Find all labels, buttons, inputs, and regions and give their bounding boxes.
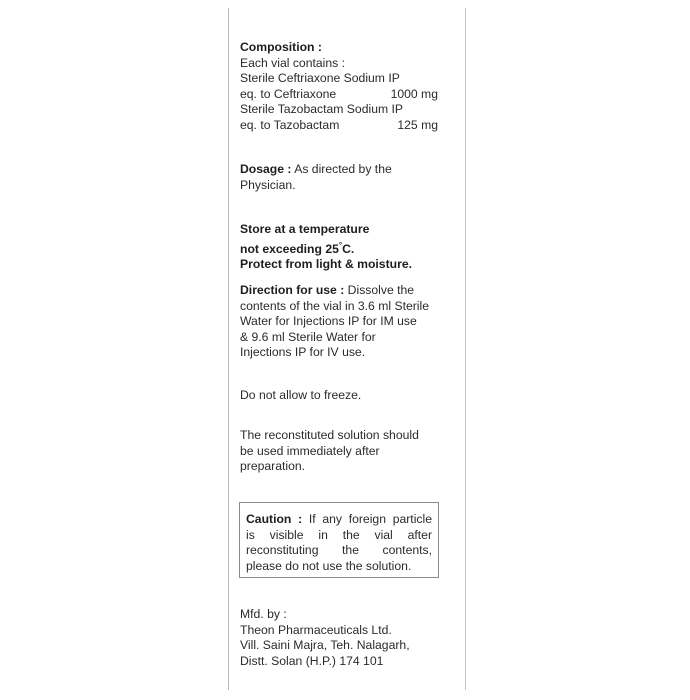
manufacturer-address: Distt. Solan (H.P.) 174 101: [240, 653, 384, 668]
direction-text: Injections IP for IV use.: [240, 345, 366, 360]
reconstituted-text: be used immediately after: [240, 443, 380, 458]
storage-line: not exceeding 25°C.: [240, 240, 355, 256]
composition-value: 1000 mg: [390, 86, 438, 101]
storage-section: [240, 222, 412, 273]
direction-text: & 9.6 ml Sterile Water for: [240, 329, 376, 344]
composition-label: eq. to Tazobactam: [240, 117, 340, 132]
direction-text: Dissolve the: [344, 283, 415, 297]
dosage-text: As directed by the: [291, 162, 392, 176]
caution-box: [239, 502, 439, 578]
composition-line: Sterile Tazobactam Sodium IP: [240, 102, 404, 117]
manufacturer-label: Mfd. by :: [240, 607, 287, 621]
composition-line: Each vial contains :: [240, 55, 346, 70]
composition-row: [240, 87, 438, 103]
composition-section: [240, 40, 438, 134]
direction-label: Direction for use :: [240, 283, 345, 297]
manufacturer-address: Vill. Saini Majra, Teh. Nalagarh,: [240, 638, 410, 653]
caution-text: If any foreign particle: [302, 512, 432, 526]
caution-text: please do not use the solution.: [246, 558, 412, 573]
composition-value: 125 mg: [397, 117, 438, 132]
reconstituted-text: preparation.: [240, 459, 306, 474]
direction-text: Water for Injections IP for IM use: [240, 314, 417, 329]
dosage-text: Physician.: [240, 177, 296, 192]
storage-line: Protect from light & moisture.: [240, 257, 412, 272]
label-panel: [228, 8, 466, 690]
composition-heading: Composition :: [240, 40, 322, 54]
caution-text: reconstituting the contents,: [246, 543, 432, 558]
caution-label: Caution :: [246, 512, 303, 526]
reconstituted-text: The reconstituted solution should: [240, 428, 419, 442]
dosage-section: [240, 162, 392, 193]
dosage-label: Dosage :: [240, 162, 292, 176]
reconstituted-section: [240, 428, 419, 475]
composition-line: Sterile Ceftriaxone Sodium IP: [240, 71, 400, 86]
manufacturer-section: [240, 607, 410, 669]
composition-row: [240, 118, 438, 134]
direction-text: contents of the vial in 3.6 ml Sterile: [240, 298, 430, 313]
direction-section: [240, 283, 429, 361]
manufacturer-name: Theon Pharmaceuticals Ltd.: [240, 622, 392, 637]
freeze-warning: Do not allow to freeze.: [240, 388, 362, 402]
storage-line: Store at a temperature: [240, 222, 370, 236]
caution-text: is visible in the vial after: [246, 527, 432, 542]
composition-label: eq. to Ceftriaxone: [240, 86, 337, 101]
